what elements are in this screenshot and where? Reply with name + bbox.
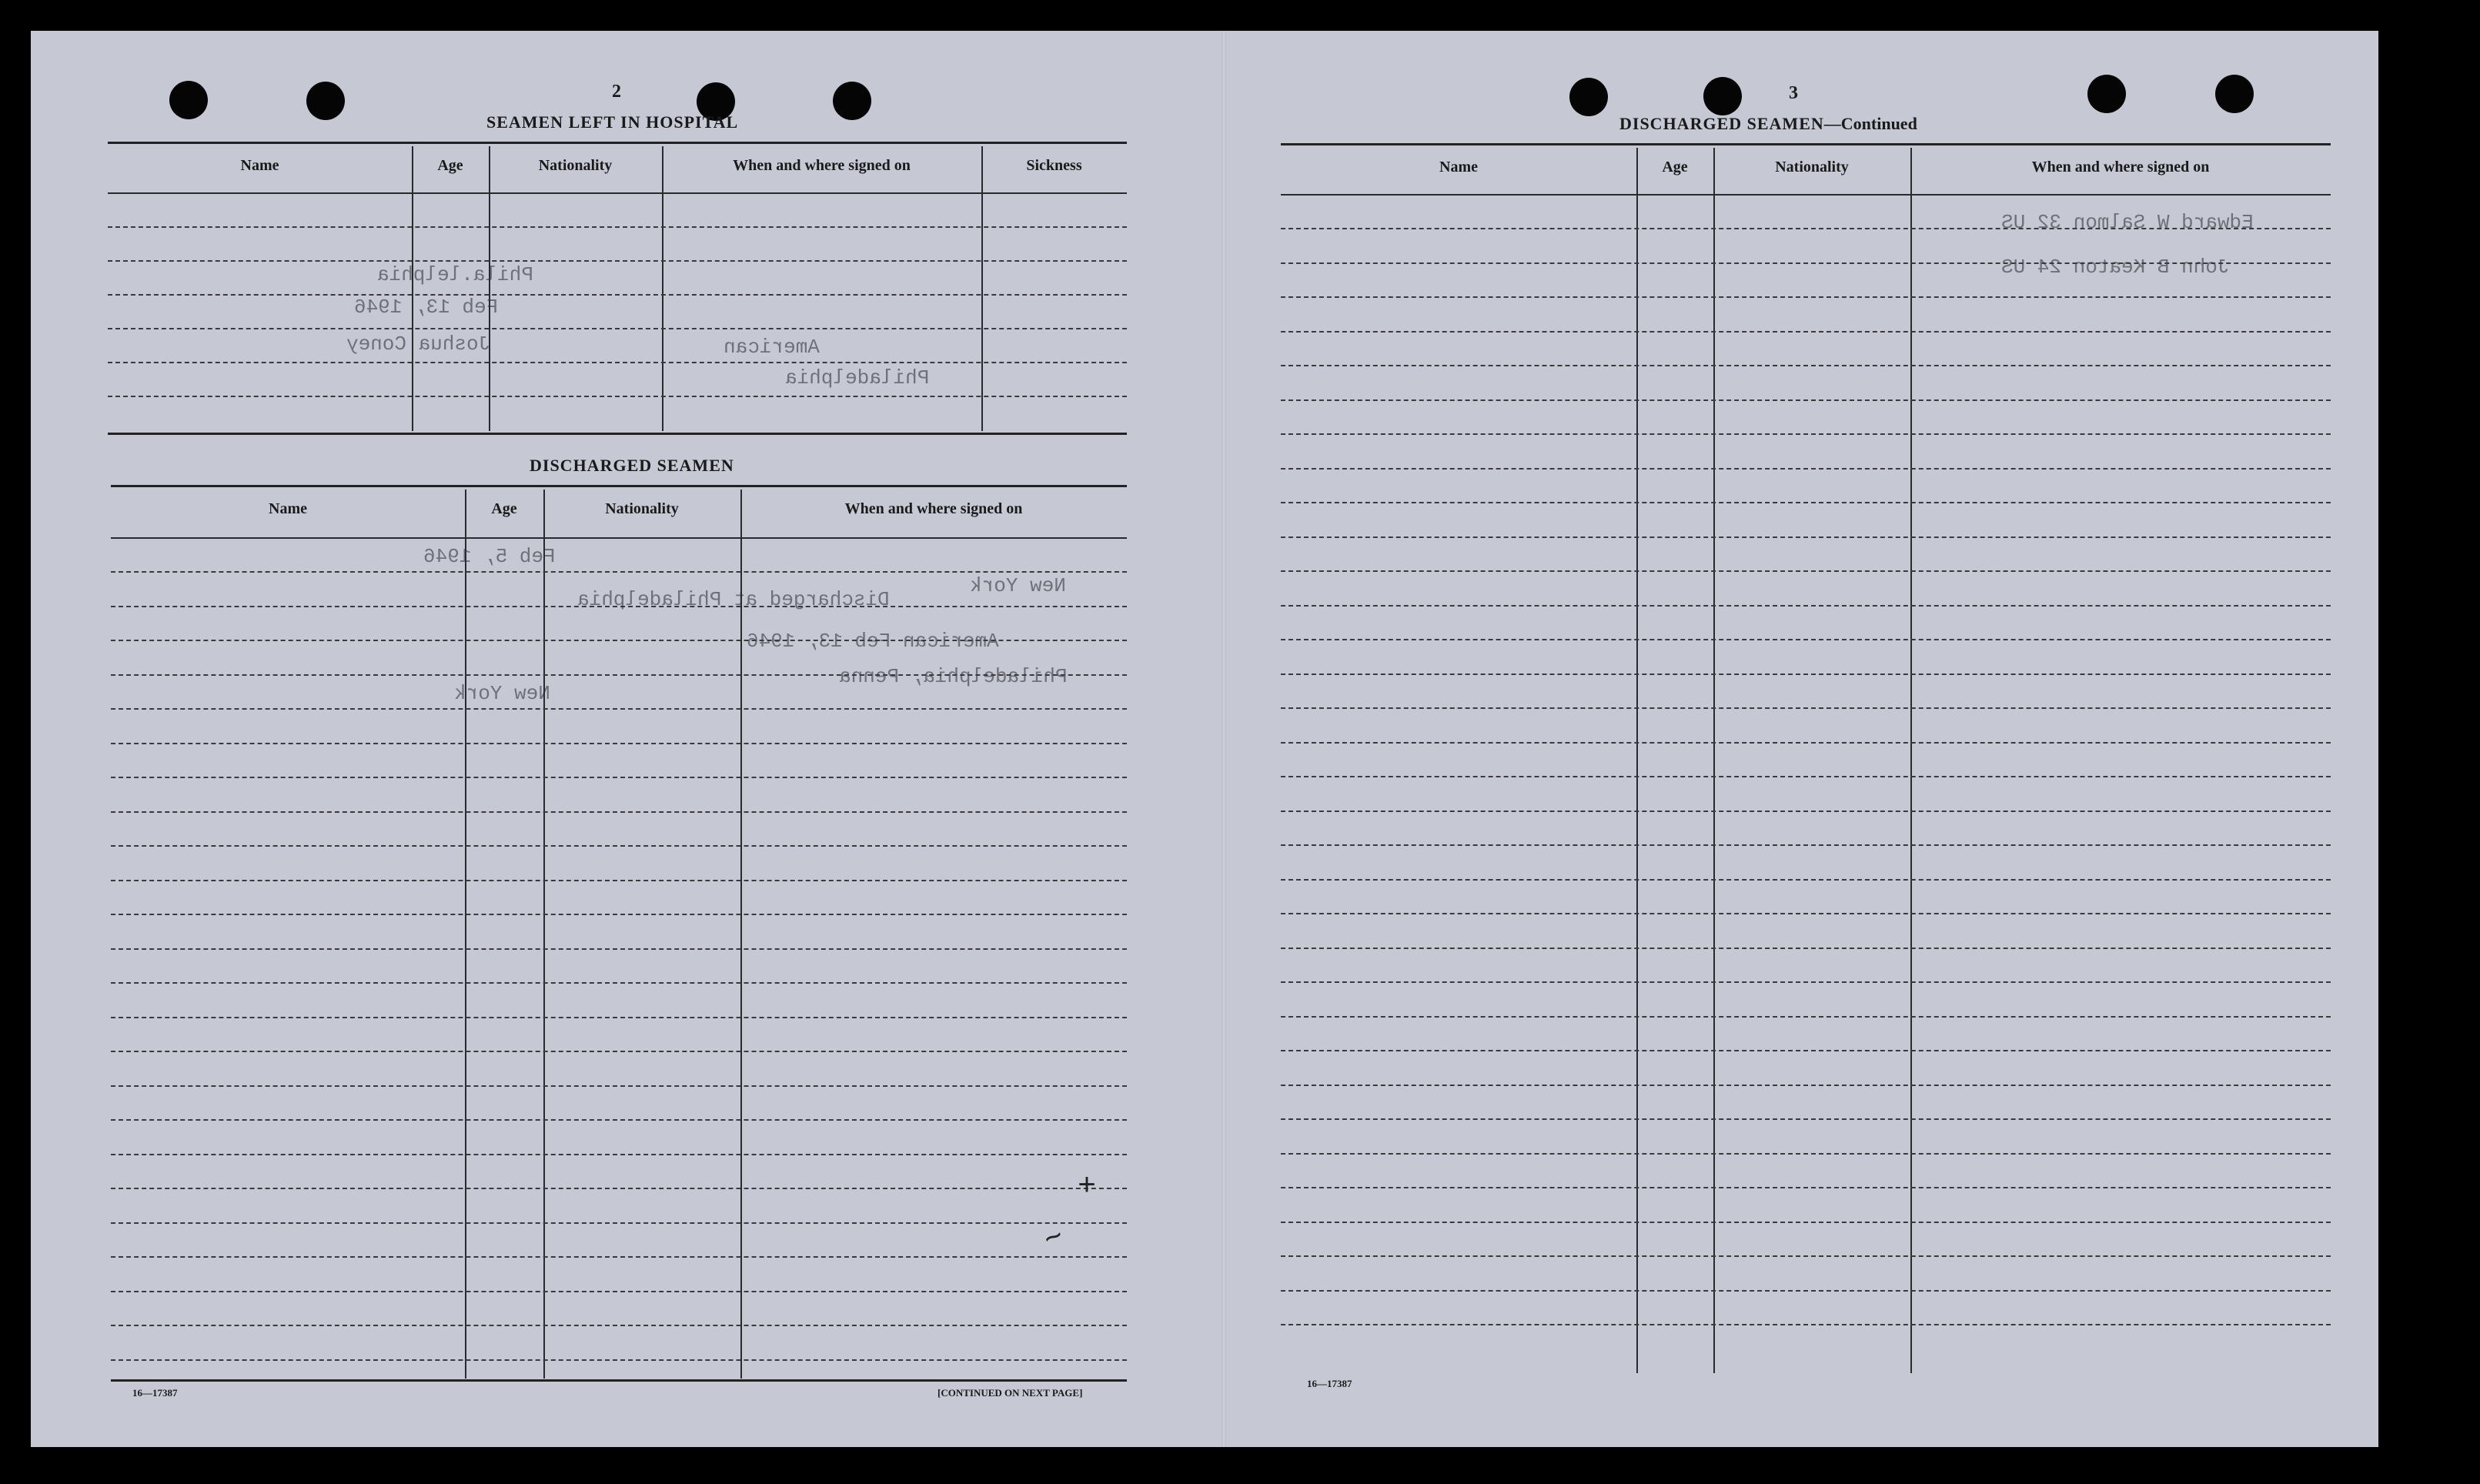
table-row	[111, 1359, 1127, 1361]
table-row	[111, 982, 1127, 984]
bleed-through-text: Philadelphia	[785, 366, 930, 389]
table-row	[111, 880, 1127, 881]
table-row	[1281, 1050, 2331, 1051]
header-name: Name	[269, 500, 307, 517]
header-nationality: Nationality	[538, 157, 613, 174]
discharged-table-left	[111, 490, 1127, 1379]
discharged-rows-right	[1281, 194, 2331, 1373]
table-row	[1281, 707, 2331, 709]
bleed-through-text: Discharged at Philadelphia	[577, 588, 890, 611]
discharged-table-right	[1281, 148, 2331, 1373]
table-row	[1281, 1016, 2331, 1018]
table-row	[111, 1119, 1127, 1121]
table-row	[108, 260, 1127, 262]
table-row	[111, 1154, 1127, 1155]
table-row	[1281, 570, 2331, 572]
table-row	[1281, 948, 2331, 949]
hospital-table-header	[108, 146, 1127, 194]
bleed-through-text: Joshua Coney	[346, 333, 491, 356]
table-row	[111, 674, 1127, 676]
header-when-where: When and where signed on	[2031, 159, 2210, 175]
table-row	[1281, 296, 2331, 298]
table-row	[111, 1017, 1127, 1018]
discharged-section-title: DISCHARGED SEAMEN	[530, 456, 734, 475]
right-page-number: 3	[1789, 83, 1798, 103]
table-row	[111, 811, 1127, 813]
header-nationality: Nationality	[605, 500, 679, 517]
table-row	[1281, 776, 2331, 777]
left-page-number: 2	[612, 82, 621, 102]
table-row	[111, 1291, 1127, 1292]
table-row	[1281, 433, 2331, 435]
continued-note: [CONTINUED ON NEXT PAGE]	[938, 1387, 1083, 1399]
table-row	[111, 948, 1127, 950]
discharged-table-header	[111, 490, 1127, 539]
discharged-continued-header	[1281, 148, 2331, 196]
table-row	[111, 1051, 1127, 1052]
table-row	[111, 1256, 1127, 1258]
discharged-rows-left	[111, 537, 1127, 1379]
discharged-continued-title	[1619, 114, 1917, 134]
right-top-rule	[1281, 143, 2331, 145]
bleed-through-text: New York	[970, 574, 1066, 597]
ink-mark: +	[1078, 1170, 1097, 1205]
bleed-through-text: Edward W Salmon 32 US	[2001, 211, 2254, 234]
table-row	[1281, 468, 2331, 470]
header-name: Name	[240, 157, 279, 174]
discharged-continued-title-text: DISCHARGED SEAMEN	[1619, 114, 1824, 133]
table-row	[108, 294, 1127, 296]
table-row	[1281, 742, 2331, 744]
hospital-section-title: SEAMEN LEFT IN HOSPITAL	[486, 112, 739, 132]
table-row	[1281, 1324, 2331, 1325]
punch-hole	[169, 81, 208, 119]
bleed-through-text: Phila.lelphia	[377, 263, 533, 286]
table-row	[1281, 811, 2331, 812]
table-row	[1281, 605, 2331, 607]
table-row	[1281, 1222, 2331, 1223]
table-row	[108, 362, 1127, 363]
hospital-table	[108, 146, 1127, 431]
bleed-through-text: Feb 13, 1946	[354, 296, 499, 319]
discharged-bottom-rule	[111, 1379, 1127, 1382]
table-row	[1281, 502, 2331, 503]
table-row	[111, 743, 1127, 744]
table-row	[1281, 331, 2331, 333]
table-row	[108, 396, 1127, 397]
punch-hole	[1569, 78, 1608, 116]
table-row	[1281, 1187, 2331, 1188]
header-sickness: Sickness	[1026, 157, 1082, 174]
left-form-code: 16—17387	[132, 1387, 178, 1399]
table-row	[111, 1325, 1127, 1326]
document-sheet	[31, 31, 2378, 1447]
bleed-through-text: Feb 5, 1946	[423, 545, 556, 568]
table-row	[1281, 399, 2331, 401]
bleed-through-text: John B Keaton 24 US	[2001, 256, 2230, 279]
table-row	[1281, 1290, 2331, 1292]
table-row	[111, 606, 1127, 607]
bleed-through-text: American Feb 13, 1946	[747, 630, 999, 653]
table-row	[1281, 1153, 2331, 1155]
table-row	[1281, 228, 2331, 229]
header-age: Age	[1662, 159, 1688, 175]
table-row	[1281, 639, 2331, 640]
header-nationality: Nationality	[1775, 159, 1849, 175]
table-row	[111, 571, 1127, 573]
punch-hole	[2215, 75, 2254, 113]
bleed-through-text: American	[724, 336, 820, 359]
table-row	[1281, 879, 2331, 881]
table-row	[1281, 1118, 2331, 1120]
discharged-top-rule	[111, 485, 1127, 487]
table-row	[1281, 1085, 2331, 1086]
table-row	[111, 708, 1127, 710]
table-row	[1281, 913, 2331, 914]
table-row	[108, 226, 1127, 228]
header-age: Age	[437, 157, 463, 174]
punch-hole	[1703, 77, 1742, 115]
punch-hole	[833, 82, 871, 120]
punch-hole	[2087, 75, 2126, 113]
center-fold	[1222, 31, 1226, 1447]
table-row	[1281, 365, 2331, 366]
table-row	[1281, 844, 2331, 846]
header-age: Age	[491, 500, 517, 517]
table-row	[1281, 673, 2331, 675]
continued-suffix: —Continued	[1823, 114, 1917, 133]
table-row	[111, 777, 1127, 778]
header-name: Name	[1439, 159, 1478, 175]
table-row	[108, 328, 1127, 329]
table-row	[111, 640, 1127, 641]
hospital-bottom-rule	[108, 433, 1127, 435]
punch-hole	[306, 82, 345, 120]
table-row	[1281, 1255, 2331, 1257]
table-row	[1281, 981, 2331, 983]
table-row	[1281, 536, 2331, 538]
table-row	[111, 1188, 1127, 1189]
header-when-where: When and where signed on	[844, 500, 1023, 517]
table-row	[1281, 262, 2331, 264]
bleed-through-text: New York	[454, 682, 550, 705]
table-row	[111, 845, 1127, 847]
hospital-top-rule	[108, 142, 1127, 144]
bleed-through-text: Philadelphia, Penna	[839, 665, 1068, 688]
right-form-code: 16—17387	[1307, 1378, 1352, 1389]
table-row	[111, 1085, 1127, 1087]
table-row	[111, 1222, 1127, 1224]
ink-mark: ~	[1038, 1220, 1071, 1259]
table-row	[111, 914, 1127, 915]
header-when-where: When and where signed on	[733, 157, 911, 174]
hospital-rows	[108, 192, 1127, 431]
